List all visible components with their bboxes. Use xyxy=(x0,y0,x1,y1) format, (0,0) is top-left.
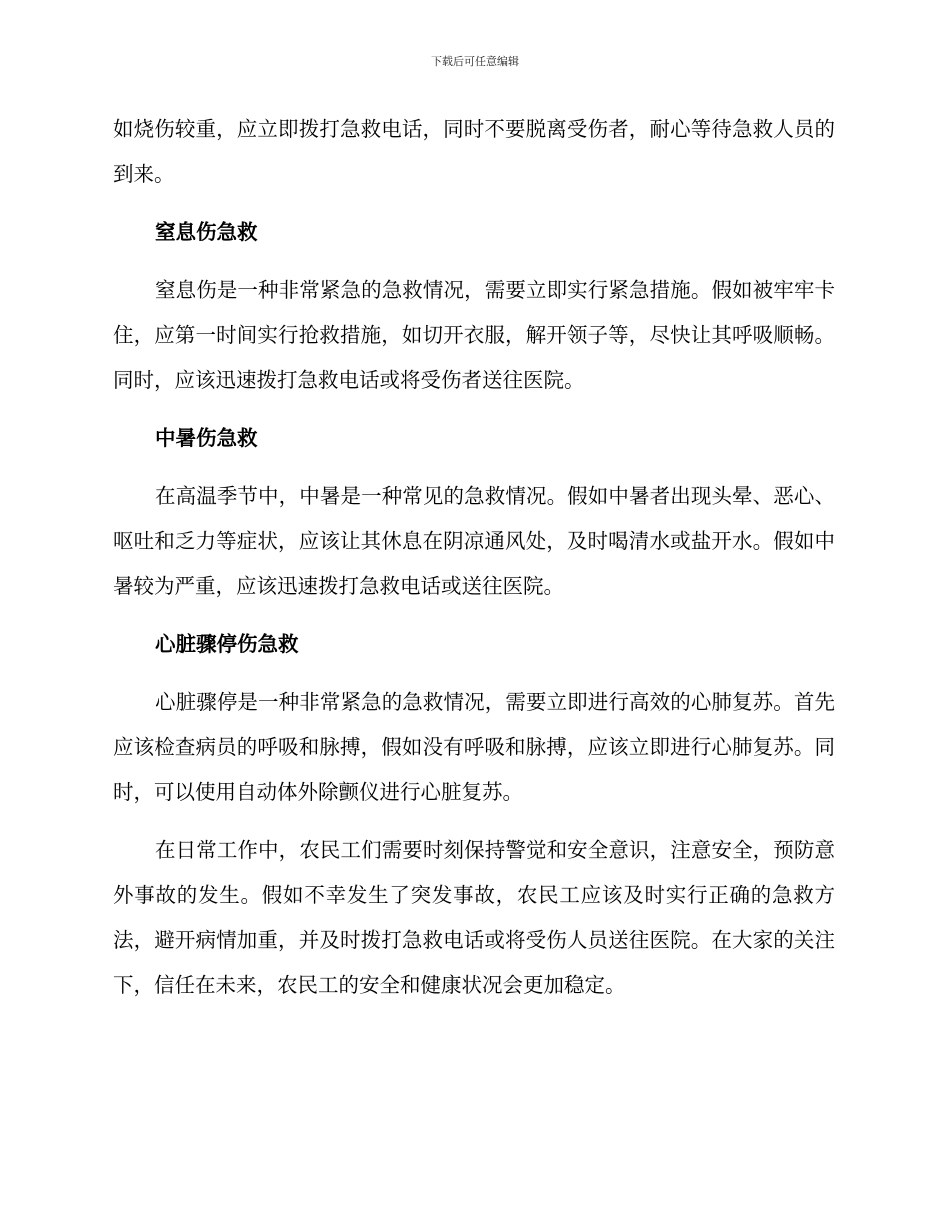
section-heading-heatstroke: 中暑伤急救 xyxy=(155,426,258,450)
section-body-heatstroke: 在高温季节中，中暑是一种常见的急救情况。假如中暑者出现头晕、恶心、呕吐和乏力等症状，应该让其休息在阴凉通风处，及时喝清水或盐开水。假如中暑较为严重，应该迅速拨打急救电话或送往医院。 xyxy=(113,484,835,598)
section-body-suffocation: 窒息伤是一种非常紧急的急救情况，需要立即实行紧急措施。假如被牢牢卡住，应第一时间实行抢救措施，如切开衣服，解开领子等，尽快让其呼吸顺畅。同时，应该迅速拨打急救电话或将受伤者送往医院。 xyxy=(113,278,835,392)
conclusion-paragraph: 在日常工作中，农民工们需要时刻保持警觉和安全意识，注意安全，预防意外事故的发生。假如不幸发生了突发事故，农民工应该及时实行正确的急救方法，避开病情加重，并及时拨打急救电话或将受伤人员送往医院。在大家的关注下，信任在未来，农民工的安全和健康状况会更加稳定。 xyxy=(113,838,835,997)
intro-paragraph: 如烧伤较重，应立即拨打急救电话，同时不要脱离受伤者，耐心等待急救人员的到来。 xyxy=(113,117,835,186)
section-heading-cardiac: 心脏骤停伤急救 xyxy=(155,632,299,656)
section-heading-suffocation: 窒息伤急救 xyxy=(155,220,258,244)
section-body-cardiac: 心脏骤停是一种非常紧急的急救情况，需要立即进行高效的心肺复苏。首先应该检查病员的呼吸和脉搏，假如没有呼吸和脉搏，应该立即进行心肺复苏。同时，可以使用自动体外除颤仪进行心脏复苏。 xyxy=(113,690,835,804)
document-body xyxy=(113,107,835,1008)
page-header-note: 下载后可任意编辑 xyxy=(431,55,519,68)
